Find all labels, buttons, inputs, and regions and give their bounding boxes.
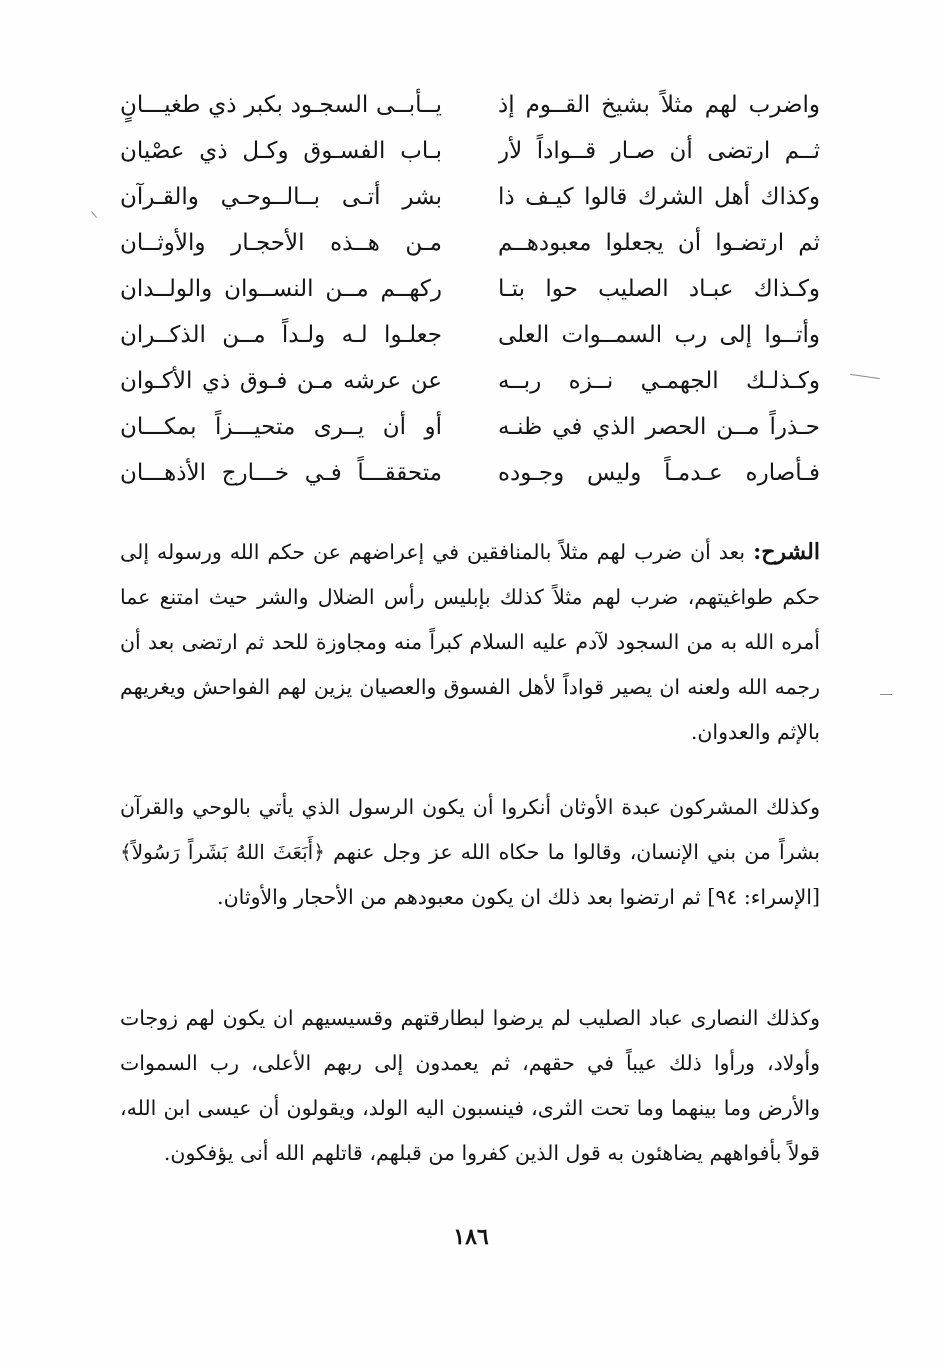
poem-verse <box>110 266 830 312</box>
poem-verse <box>110 128 830 174</box>
first-hemistich: وكـذاك عبـاد الصليب حوا بتـا <box>498 276 820 302</box>
scan-mark <box>880 694 892 695</box>
first-hemistich: حـذراً مــن الحصر الذي في ظنـه <box>498 414 820 440</box>
first-hemistich: فـأصاره عـدمـاً وليس وجـوده <box>498 460 820 486</box>
commentary-text: وكذلك النصارى عباد الصليب لم يرضوا لبطارقتهم وقسيسيهم ان يكون لهم زوجات وأولاد، ورأوا ذلك عيباً في حقهم، ثم يعمدون إلى ربهم الأعلى، رب السموات والأرض وما بينهما وما تحت الثرى، فينسبون اليه الولد، ويقولون أن عيسى ابن الله، قولاً بأفواههم يضاهئون به قول الذين كفروا من قبلهم، قاتلهم الله أنى يؤفكون. <box>120 1006 820 1165</box>
poem-verse <box>110 404 830 450</box>
first-hemistich: ثم ارتضـوا أن يجعلوا معبودهــم <box>498 230 820 256</box>
first-hemistich: وأتــوا إلى رب السمــوات العلى <box>498 322 820 348</box>
scan-mark <box>850 374 880 379</box>
commentary-label: الشرح: <box>753 539 820 565</box>
poem-verse <box>110 312 830 358</box>
second-hemistich: بـاب الفسـوق وكـل ذي عصْيان <box>120 138 442 164</box>
first-hemistich: وكـذلـك الجهمـي نــزه ربــه <box>498 368 820 394</box>
poem-verse <box>110 82 830 128</box>
commentary-text: [الإسراء: ٩٤] ثم ارتضوا بعد ذلك ان يكون معبودهم من الأحجار والأوثان. <box>217 885 820 909</box>
scan-mark <box>91 211 97 218</box>
poem-verse <box>110 450 830 496</box>
second-hemistich: متحققـــاً فـي خـــارج الأذهـــان <box>120 460 442 486</box>
second-hemistich: جعلـوا لـه ولـداً مــن الذكــران <box>120 322 442 348</box>
second-hemistich: أو أن يــرى متحيـــزاً بمكـــان <box>120 414 442 440</box>
commentary-text: وكذلك المشركون عبدة الأوثان أنكروا أن يكون الرسول الذي يأتي بالوحي والقرآن بشراً من بني الإنسان، وقالوا ما حكاه الله عز وجل عنهم <box>120 795 820 864</box>
quran-verse: ﴿أَبَعَثَ اللهُ بَشَراً رَسُولاً﴾ <box>120 840 325 864</box>
page-number: ١٨٦ <box>453 1224 489 1250</box>
first-hemistich: واضرب لهم مثلاً بشيخ القــوم إذ <box>498 92 820 118</box>
commentary-paragraph <box>120 530 820 755</box>
second-hemistich: بشر أتـى بــالــوحـي والقـرآن <box>120 184 442 210</box>
poem-verse <box>110 220 830 266</box>
second-hemistich: مـن هــذه الأحجـار والأوثــان <box>120 230 442 256</box>
commentary-text: بعد أن ضرب لهم مثلاً بالمنافقين في إعراضهم عن حكم الله ورسوله إلى حكم طواغيتهم، ضرب لهم مثلاً كذلك بإبليس رأس الضلال والشر حيث امتنع عما أمره الله به من السجود لآدم عليه السلام كبراً منه ومجاوزة للحد ثم ارتضى بعد أن رجمه الله ولعنه ان يصير قواداً لأهل الفسوق والعصيان يزين لهم الفواحش ويغريهم بالإثم والعدوان. <box>120 540 820 744</box>
first-hemistich: ثــم ارتضى أن صـار قــواداً لأر <box>498 138 820 164</box>
commentary-paragraph <box>120 785 820 920</box>
poem-verse <box>110 358 830 404</box>
poem-block <box>110 82 830 502</box>
second-hemistich: ركهــم مــن النســوان والولــدان <box>120 276 442 302</box>
second-hemistich: يــأبــى السجـود بكبر ذي طغيـــانٍ <box>120 92 442 118</box>
first-hemistich: وكذاك أهل الشرك قالوا كيـف ذا <box>498 184 820 210</box>
poem-verse <box>110 174 830 220</box>
commentary-paragraph <box>120 996 820 1176</box>
second-hemistich: عن عرشه مـن فـوق ذي الأكـوان <box>120 368 442 394</box>
